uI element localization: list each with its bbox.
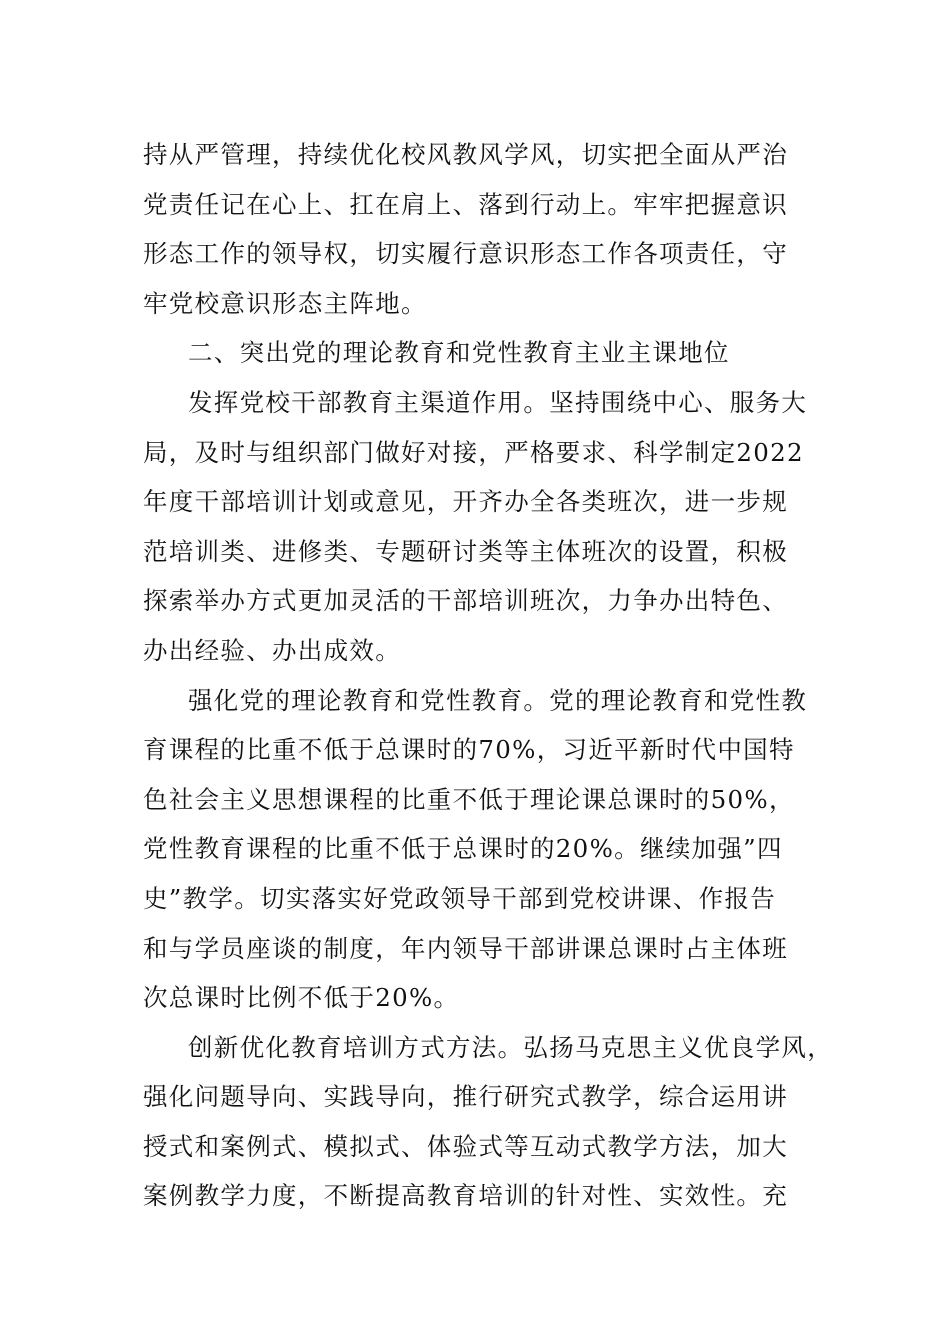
text-line: 二、突出党的理论教育和党性教育主业主课地位 (188, 338, 730, 368)
text-line: 和与学员座谈的制度，年内领导干部讲课总课时占主体班 (143, 933, 788, 963)
text-line: 育课程的比重不低于总课时的70%，习近平新时代中国特 (143, 735, 795, 765)
text-line: 牢党校意识形态主阵地。 (143, 288, 427, 318)
text-line: 色社会主义思想课程的比重不低于理论课总课时的50%， (143, 784, 795, 814)
text-line: 党性教育课程的比重不低于总课时的20%。继续加强”四 (143, 834, 783, 864)
text-line: 办出经验、办出成效。 (143, 635, 401, 665)
text-line: 史”教学。切实落实好党政领导干部到党校讲课、作报告 (143, 883, 777, 913)
text-line: 形态工作的领导权，切实履行意识形态工作各项责任，守 (143, 239, 788, 269)
text-line: 强化问题导向、实践导向，推行研究式教学，综合运用讲 (143, 1082, 788, 1112)
text-line: 授式和案例式、模拟式、体验式等互动式教学方法，加大 (143, 1131, 788, 1161)
text-line: 案例教学力度，不断提高教育培训的针对性、实效性。充 (143, 1181, 788, 1211)
text-line: 局，及时与组织部门做好对接，严格要求、科学制定2022 (143, 437, 804, 467)
text-line: 范培训类、进修类、专题研讨类等主体班次的设置，积极 (143, 536, 788, 566)
text-line: 党责任记在心上、扛在肩上、落到行动上。牢牢把握意识 (143, 189, 788, 219)
text-line: 发挥党校干部教育主渠道作用。坚持围绕中心、服务大 (188, 387, 808, 417)
document-page (143, 130, 833, 1221)
text-line: 强化党的理论教育和党性教育。党的理论教育和党性教 (188, 685, 808, 715)
text-line: 次总课时比例不低于20%。 (143, 983, 460, 1013)
text-line: 创新优化教育培训方式方法。弘扬马克思主义优良学风， (188, 1032, 833, 1062)
text-line: 持从严管理，持续优化校风教风学风，切实把全面从严治 (143, 140, 788, 169)
text-line: 探索举办方式更加灵活的干部培训班次，力争办出特色、 (143, 586, 788, 616)
text-line: 年度干部培训计划或意见，开齐办全各类班次，进一步规 (143, 487, 788, 517)
